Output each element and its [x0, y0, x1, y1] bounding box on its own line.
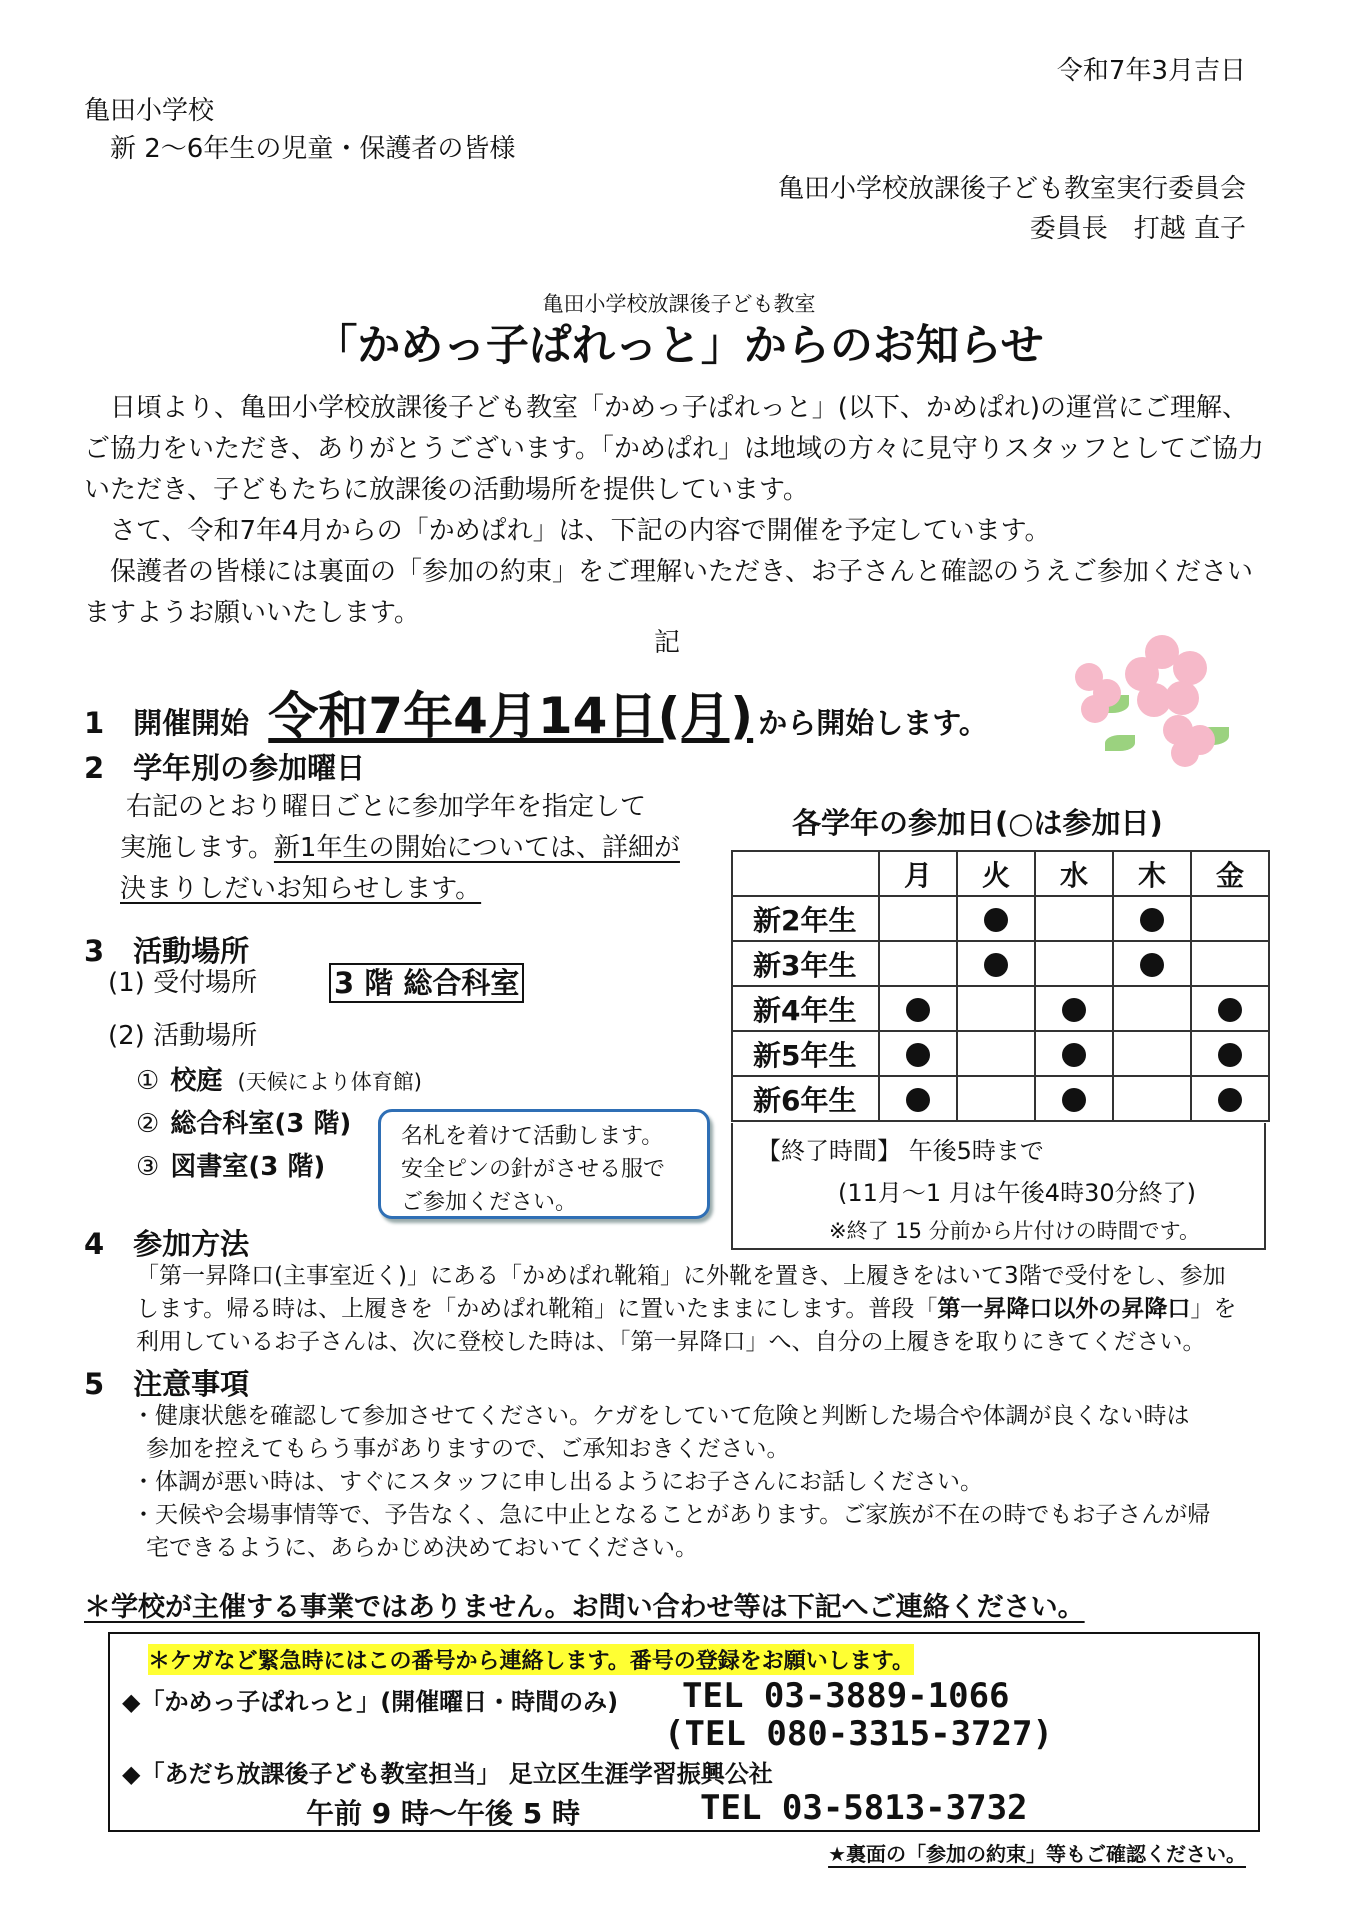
- place-1-note: (天候により体育館): [237, 1070, 422, 1094]
- day-header: 木: [1113, 851, 1191, 896]
- schedule-cell: [879, 941, 957, 986]
- schedule-row: [732, 896, 1269, 941]
- section-3-label: 3 活動場所: [84, 934, 250, 968]
- schedule-cell: [1191, 896, 1269, 941]
- place-1-name: 校庭: [170, 1066, 223, 1096]
- schedule-cell: [957, 896, 1035, 941]
- section-4-line-2a: します。帰る時は、上履きを「かめぱれ靴箱」に置いたままにします。普段「: [136, 1296, 938, 1322]
- schedule-cell: [1113, 986, 1191, 1031]
- schedule-row: [732, 1031, 1269, 1076]
- schedule-header-row: [732, 851, 1269, 896]
- schedule-cell: [1035, 986, 1113, 1031]
- day-header: 水: [1035, 851, 1113, 896]
- place-3-number: ③: [136, 1152, 160, 1182]
- activity-label: (2) 活動場所: [108, 1021, 258, 1051]
- schedule-cell: [1113, 1031, 1191, 1076]
- participation-dot: [984, 953, 1008, 977]
- grade-label: 新3年生: [732, 941, 879, 986]
- participation-dot: [906, 998, 930, 1022]
- schedule-cell: [957, 986, 1035, 1031]
- section-4-body: [136, 1260, 1236, 1359]
- section-4-line-3: 利用しているお子さんは、次に登校した時は、「第一昇降口」へ、自分の上履きを取りにきてください。: [136, 1329, 1206, 1355]
- place-2-name: 総合科室(3 階): [170, 1109, 352, 1139]
- intro-paragraph-1: 日頃より、亀田小学校放課後子ども教室「かめっ子ぱれっと」(以下、かめぱれ)の運営にご理解、ご協力をいただき、ありがとうございます。「かめぱれ」は地域の方々に見守りスタッフとしてご協力いただき、子どもたちに放課後の活動場所を提供しています。: [84, 393, 1264, 505]
- section-2-line-2: [120, 831, 680, 865]
- reception-place: 3 階 総合科室: [329, 963, 524, 1003]
- schedule-cell: [1191, 1031, 1269, 1076]
- grade-label: 新2年生: [732, 896, 879, 941]
- caution-3a: ・天候や会場事情等で、予告なく、急に中止となることがあります。ご家族が不在の時でもお子さんが帰: [132, 1502, 1211, 1528]
- note-line-2: 安全ピンの針がさせる服で: [401, 1157, 666, 1182]
- schedule-row: [732, 941, 1269, 986]
- section-2-label: 2 学年別の参加曜日: [84, 751, 366, 785]
- schedule-cell: [1035, 941, 1113, 986]
- section-4-line-2b: 第一昇降口以外の昇降口: [937, 1296, 1191, 1322]
- schedule-table: [731, 850, 1270, 1122]
- schedule-corner: [732, 851, 879, 896]
- caution-1a: ・健康状態を確認して参加させてください。ケガをしていて危険と判断した場合や体調が良くない時は: [132, 1403, 1190, 1429]
- schedule-body: [732, 896, 1269, 1121]
- place-2-number: ②: [136, 1109, 160, 1139]
- schedule-cell: [957, 1076, 1035, 1121]
- participation-dot: [1218, 1043, 1242, 1067]
- section-1: [84, 676, 988, 746]
- end-time: 【終了時間】 午後5時まで: [757, 1137, 1044, 1165]
- participation-dot: [1140, 908, 1164, 932]
- schedule-cell: [879, 986, 957, 1031]
- schedule-cell: [879, 1031, 957, 1076]
- intro-paragraph-2: さて、令和7年4月からの「かめぱれ」は、下記の内容で開催を予定しています。: [110, 516, 1051, 546]
- place-1: [136, 1060, 422, 1097]
- emergency-note: ＊ケガなど緊急時にはこの番号から連絡します。番号の登録をお願いします。: [148, 1644, 914, 1675]
- caution-1b: 参加を控えてもらう事がありますので、ご承知おきください。: [146, 1436, 790, 1462]
- place-3: [136, 1146, 325, 1183]
- schedule-cell: [1113, 896, 1191, 941]
- participation-dot: [1062, 1088, 1086, 1112]
- contact-tel-1: TEL 03-3889-1066: [682, 1676, 1010, 1716]
- note-line-3: ご参加ください。: [401, 1190, 578, 1215]
- schedule-cell: [1191, 941, 1269, 986]
- schedule-cell: [1113, 941, 1191, 986]
- day-header: 火: [957, 851, 1035, 896]
- participation-dot: [1062, 1043, 1086, 1067]
- page-title: 「かめっ子ぱれっと」からのお知らせ: [314, 321, 1044, 371]
- grade-label: 新6年生: [732, 1076, 879, 1121]
- schedule-row: [732, 986, 1269, 1031]
- schedule-cell: [1035, 1031, 1113, 1076]
- section-5-body: [132, 1400, 1210, 1565]
- contact-tel-1b: (TEL 080-3315-3727): [664, 1714, 1053, 1754]
- place-3-name: 図書室(3 階): [170, 1152, 326, 1182]
- section-1-label: 1 開催開始: [84, 706, 250, 740]
- ki-mark: 記: [654, 628, 681, 658]
- schedule-title: 各学年の参加日(○は参加日): [792, 806, 1163, 840]
- schedule-cell: [1035, 1076, 1113, 1121]
- start-date: 令和7年4月14日(月): [268, 687, 754, 745]
- participation-dot: [1062, 998, 1086, 1022]
- grade-label: 新5年生: [732, 1031, 879, 1076]
- day-header: 月: [879, 851, 957, 896]
- reception-label: (1) 受付場所: [108, 968, 258, 998]
- schedule-cell: [1035, 896, 1113, 941]
- participation-dot: [906, 1088, 930, 1112]
- subtitle: 亀田小学校放課後子ども教室: [542, 292, 816, 316]
- recipients: 新 2～6年生の児童・保護者の皆様: [110, 134, 516, 164]
- start-suffix: から開始します。: [758, 706, 988, 740]
- contact-box: [108, 1632, 1260, 1832]
- participation-dot: [1218, 998, 1242, 1022]
- footer-note: ★裏面の「参加の約束」等もご確認ください。: [828, 1842, 1246, 1866]
- section-4-label: 4 参加方法: [84, 1227, 250, 1261]
- schedule-cell: [957, 1031, 1035, 1076]
- section-5-label: 5 注意事項: [84, 1367, 250, 1401]
- schedule-cell: [1191, 1076, 1269, 1121]
- nametag-note: [378, 1109, 710, 1219]
- section-2-line-2b: 新1年生の開始については、詳細が: [273, 833, 680, 863]
- day-header: 金: [1191, 851, 1269, 896]
- end-time-box: [731, 1123, 1266, 1250]
- participation-dot: [906, 1043, 930, 1067]
- schedule-cell: [957, 941, 1035, 986]
- participation-dot: [1218, 1088, 1242, 1112]
- schedule-cell: [879, 1076, 957, 1121]
- section-2-line-1: 右記のとおり曜日ごとに参加学年を指定して: [126, 792, 647, 822]
- contact-hours: 午前 9 時～午後 5 時: [306, 1797, 580, 1830]
- schedule-cell: [1113, 1076, 1191, 1121]
- participation-dot: [1140, 953, 1164, 977]
- school-name: 亀田小学校: [84, 96, 215, 126]
- schedule-row: [732, 1076, 1269, 1121]
- section-4-line-1: 「第一昇降口(主事室近く)」にある「かめぱれ靴箱」に外靴を置き、上履きをはいて3階で受付をし、参加: [136, 1263, 1226, 1289]
- contact-tel-2: TEL 03-5813-3732: [700, 1788, 1028, 1828]
- schedule-cell: [1191, 986, 1269, 1031]
- committee-chair: 委員長 打越 直子: [1029, 214, 1246, 244]
- section-2-line-3: 決まりしだいお知らせします。: [120, 874, 482, 904]
- note-line-1: 名札を着けて活動します。: [401, 1124, 664, 1149]
- participation-dot: [984, 908, 1008, 932]
- committee-name: 亀田小学校放課後子ども教室実行委員会: [777, 174, 1246, 204]
- winter-end-time: (11月～1 月は午後4時30分終了): [838, 1179, 1196, 1207]
- section-4-line-2c: 」を: [1190, 1296, 1237, 1322]
- section-4-line-2: [136, 1293, 1236, 1326]
- contact-org-2: ◆「あだち放課後子ども教室担当」 足立区生涯学習振興公社: [122, 1760, 773, 1788]
- contact-org-1: ◆「かめっ子ぱれっと」(開催曜日・時間のみ): [122, 1688, 619, 1716]
- grade-label: 新4年生: [732, 986, 879, 1031]
- cleanup-note: ※終了 15 分前から片付けの時間です。: [829, 1219, 1200, 1243]
- issue-date: 令和7年3月吉日: [1056, 56, 1246, 86]
- disclaimer: ＊学校が主催する事業ではありません。お問い合わせ等は下記へご連絡ください。: [84, 1592, 1085, 1623]
- intro: [84, 388, 1264, 634]
- intro-paragraph-3: 保護者の皆様には裏面の「参加の約束」をご理解いただき、お子さんと確認のうえご参加くださいますようお願いいたします。: [84, 557, 1253, 628]
- section-2-line-2a: 実施します。: [120, 833, 274, 863]
- caution-2: ・体調が悪い時は、すぐにスタッフに申し出るようにお子さんにお話しください。: [132, 1469, 983, 1495]
- schedule-cell: [879, 896, 957, 941]
- place-1-number: ①: [136, 1066, 160, 1096]
- place-2: [136, 1103, 351, 1140]
- cherry-blossom-illustration: [1075, 635, 1245, 765]
- caution-3b: 宅できるように、あらかじめ決めておいてください。: [146, 1535, 698, 1561]
